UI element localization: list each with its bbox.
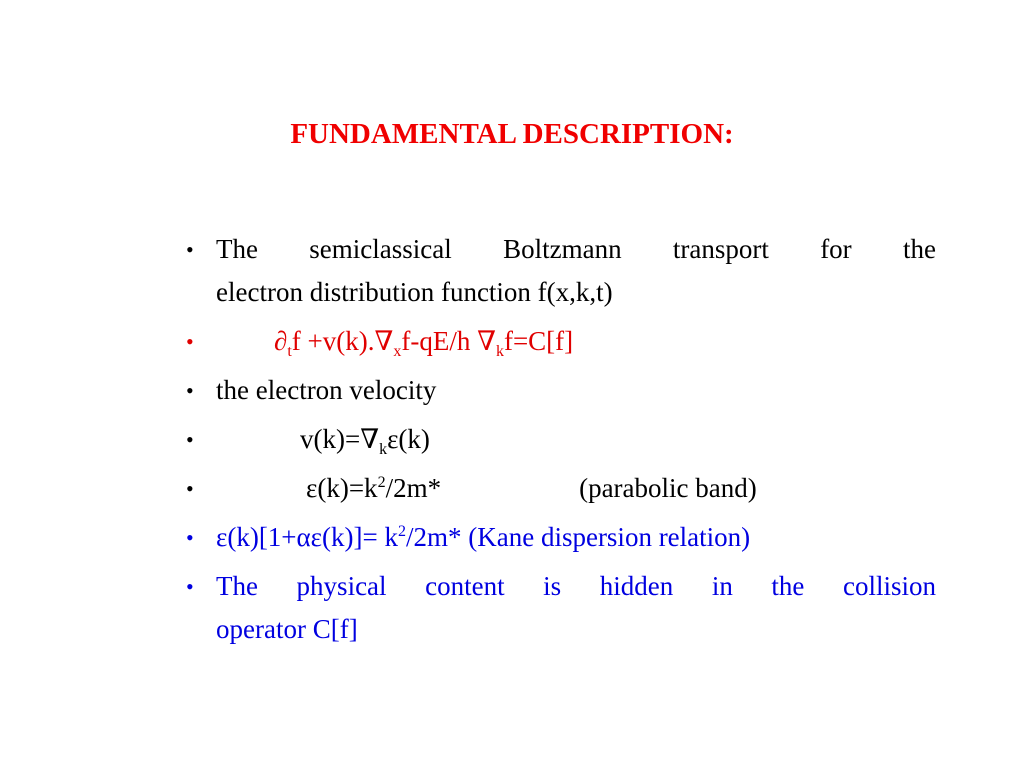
equation-superscript: 2: [397, 523, 406, 540]
bullet-dot: •: [186, 476, 194, 501]
equation-part: f=C[f]: [503, 326, 574, 356]
bullet-dot: •: [186, 237, 194, 262]
bullet-dot: •: [186, 329, 194, 354]
equation-part: f +v(k).∇: [291, 326, 394, 356]
equation-part: ε(k)=k: [306, 473, 378, 503]
bullet-dot: •: [186, 574, 194, 599]
boltzmann-equation: [216, 326, 574, 360]
bullet-boltzmann-intro: [186, 228, 936, 314]
equation-part: ε(k): [387, 424, 430, 454]
equation-part: /2m*: [385, 473, 442, 503]
bullet-list: [186, 228, 936, 657]
bullet-velocity-equation: [186, 418, 936, 461]
equation-subscript: x: [393, 343, 402, 360]
bullet-text: the electron velocity: [216, 375, 437, 405]
bullet-dot: •: [186, 378, 194, 403]
bullet-electron-velocity: [186, 369, 936, 412]
bullet-line: operator C[f]: [216, 614, 358, 644]
equation-part: v(k)=∇: [300, 424, 380, 454]
equation-part: ∂: [274, 326, 288, 356]
bullet-boltzmann-equation: [186, 320, 936, 363]
bullet-parabolic-band: [186, 467, 936, 510]
kane-equation: [216, 522, 750, 552]
parabolic-band-note: (parabolic band): [579, 473, 757, 503]
equation-subscript: k: [495, 343, 504, 360]
equation-part: /2m* (Kane dispersion relation): [405, 522, 751, 552]
bullet-line: The physical content is hidden in the collision: [216, 571, 936, 601]
bullet-collision-operator: [186, 565, 936, 651]
bullet-line: The semiclassical Boltzmann transport for the: [216, 234, 936, 264]
bullet-dot: •: [186, 427, 194, 452]
velocity-equation: [216, 424, 430, 458]
parabolic-equation: [216, 473, 441, 503]
equation-superscript: 2: [377, 474, 386, 491]
equation-part: f-qE/h ∇: [401, 326, 496, 356]
bullet-kane-dispersion: [186, 516, 936, 559]
equation-part: ε(k)[1+αε(k)]= k: [216, 522, 398, 552]
equation-subscript: k: [379, 441, 388, 458]
slide-title: FUNDAMENTAL DESCRIPTION:: [290, 118, 734, 150]
bullet-dot: •: [186, 525, 194, 550]
bullet-line: electron distribution function f(x,k,t): [216, 277, 613, 307]
equation-subscript: t: [287, 343, 292, 360]
